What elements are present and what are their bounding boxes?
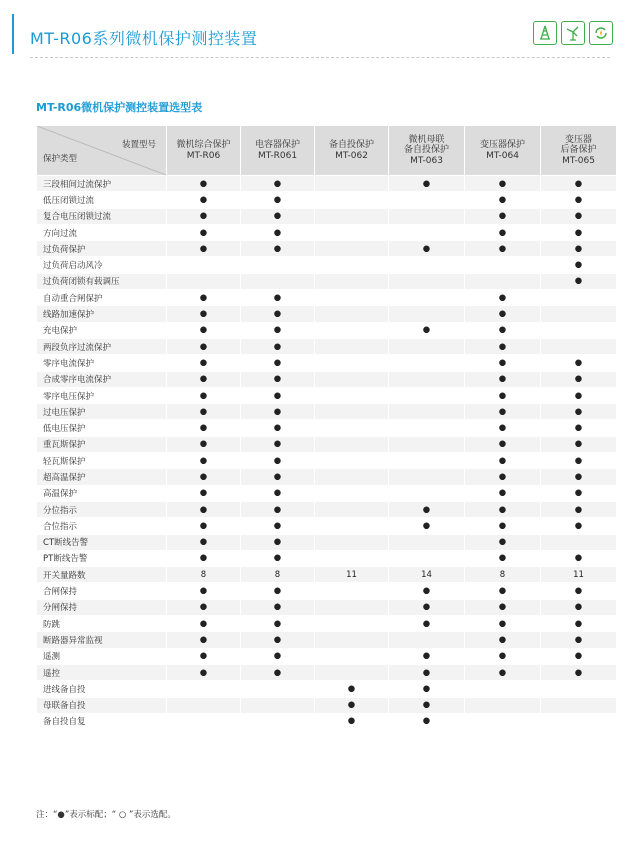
- table-cell: ●: [167, 404, 241, 420]
- protection-type-cell: 断路器异常监视: [37, 632, 167, 648]
- table-cell: ●: [167, 648, 241, 664]
- table-row: [37, 664, 617, 680]
- table-cell: ●: [167, 322, 241, 338]
- table-cell: ●: [389, 648, 465, 664]
- table-cell: [389, 436, 465, 452]
- table-cell: [315, 241, 389, 257]
- table-cell: ●: [241, 664, 315, 680]
- table-row: [37, 241, 617, 257]
- protection-type-cell: 过负荷闭锁有载调压: [37, 273, 167, 289]
- table-cell: ●: [465, 241, 541, 257]
- table-cell: [315, 485, 389, 501]
- table-cell: ●: [541, 371, 617, 387]
- table-cell: ●: [167, 371, 241, 387]
- section-title: MT-R06微机保护测控装置选型表: [36, 101, 203, 114]
- table-cell: ●: [241, 241, 315, 257]
- protection-type-cell: 合闸保持: [37, 583, 167, 599]
- table-cell: ●: [465, 371, 541, 387]
- table-cell: ●: [465, 306, 541, 322]
- table-cell: ●: [465, 648, 541, 664]
- protection-type-cell: 过负荷启动风冷: [37, 257, 167, 273]
- table-cell: [241, 697, 315, 713]
- table-cell: ●: [541, 501, 617, 517]
- table-cell: ●: [465, 469, 541, 485]
- table-cell: [389, 469, 465, 485]
- protection-type-cell: 防跳: [37, 616, 167, 632]
- protection-type-cell: 高温保护: [37, 485, 167, 501]
- table-cell: [541, 697, 617, 713]
- table-cell: 11: [315, 567, 389, 583]
- table-cell: [315, 257, 389, 273]
- table-row: [37, 648, 617, 664]
- protection-type-cell: 分位指示: [37, 501, 167, 517]
- table-cell: ●: [167, 338, 241, 354]
- table-cell: ●: [241, 469, 315, 485]
- table-row: [37, 550, 617, 566]
- table-cell: [389, 371, 465, 387]
- table-cell: [389, 420, 465, 436]
- table-cell: ●: [465, 322, 541, 338]
- table-cell: ●: [167, 387, 241, 403]
- table-row: [37, 534, 617, 550]
- table-cell: ●: [241, 583, 315, 599]
- table-cell: ●: [315, 697, 389, 713]
- table-cell: [389, 306, 465, 322]
- table-cell: ●: [541, 648, 617, 664]
- table-cell: [315, 306, 389, 322]
- table-cell: [315, 664, 389, 680]
- table-row: [37, 306, 617, 322]
- table-cell: [167, 681, 241, 697]
- table-cell: ●: [389, 241, 465, 257]
- table-cell: ●: [241, 208, 315, 224]
- table-row: [37, 681, 617, 697]
- table-cell: ●: [465, 599, 541, 615]
- protection-type-cell: 两段负序过流保护: [37, 338, 167, 354]
- table-cell: ●: [465, 176, 541, 192]
- oil-rig-icon: [533, 21, 557, 45]
- table-cell: ●: [465, 534, 541, 550]
- protection-type-cell: 合位指示: [37, 518, 167, 534]
- selection-table: [36, 125, 617, 730]
- table-cell: ●: [241, 355, 315, 371]
- table-cell: [389, 404, 465, 420]
- table-cell: [315, 616, 389, 632]
- table-cell: ●: [241, 176, 315, 192]
- legend-note: 注：“●”表示标配；“ ○ ”表示选配。: [36, 810, 176, 820]
- table-cell: ●: [167, 485, 241, 501]
- table-cell: ●: [465, 583, 541, 599]
- table-cell: ●: [167, 436, 241, 452]
- table-cell: ●: [465, 290, 541, 306]
- table-row: [37, 485, 617, 501]
- protection-type-cell: 备自投自复: [37, 713, 167, 729]
- table-cell: 8: [241, 567, 315, 583]
- table-cell: [315, 583, 389, 599]
- table-cell: ●: [241, 338, 315, 354]
- table-cell: ●: [465, 453, 541, 469]
- table-cell: ●: [465, 616, 541, 632]
- table-cell: [167, 273, 241, 289]
- protection-type-label: 保护类型: [43, 154, 78, 165]
- protection-type-cell: 三段相间过流保护: [37, 176, 167, 192]
- table-cell: ●: [241, 599, 315, 615]
- table-cell: [241, 273, 315, 289]
- table-cell: ●: [241, 550, 315, 566]
- table-row: [37, 583, 617, 599]
- table-cell: ●: [541, 257, 617, 273]
- table-cell: ●: [167, 420, 241, 436]
- protection-type-cell: 方向过流: [37, 224, 167, 240]
- table-cell: ●: [541, 518, 617, 534]
- table-cell: ●: [541, 273, 617, 289]
- table-cell: [315, 273, 389, 289]
- table-cell: ●: [541, 355, 617, 371]
- table-cell: [541, 681, 617, 697]
- table-cell: [389, 208, 465, 224]
- table-cell: [315, 322, 389, 338]
- table-row: [37, 338, 617, 354]
- protection-type-cell: 母联备自投: [37, 697, 167, 713]
- table-cell: ●: [167, 241, 241, 257]
- table-cell: [315, 632, 389, 648]
- table-cell: ●: [465, 518, 541, 534]
- table-cell: [241, 257, 315, 273]
- protection-type-cell: 自动重合闸保护: [37, 290, 167, 306]
- table-cell: ●: [167, 664, 241, 680]
- table-cell: [389, 192, 465, 208]
- protection-type-cell: 低压闭锁过流: [37, 192, 167, 208]
- protection-type-cell: 低电压保护: [37, 420, 167, 436]
- table-cell: ●: [389, 681, 465, 697]
- table-cell: [541, 306, 617, 322]
- table-cell: [315, 387, 389, 403]
- table-cell: [167, 257, 241, 273]
- table-cell: [389, 355, 465, 371]
- table-cell: ●: [389, 664, 465, 680]
- table-cell: [389, 338, 465, 354]
- table-cell: ●: [167, 290, 241, 306]
- table-cell: ●: [541, 241, 617, 257]
- table-cell: ●: [465, 192, 541, 208]
- protection-type-cell: PT断线告警: [37, 550, 167, 566]
- protection-type-cell: 分闸保持: [37, 599, 167, 615]
- device-model-label: 装置型号: [121, 140, 156, 150]
- table-cell: ●: [465, 208, 541, 224]
- table-row: [37, 436, 617, 452]
- protection-type-cell: 轻瓦斯保护: [37, 453, 167, 469]
- table-cell: ●: [465, 436, 541, 452]
- table-row: [37, 713, 617, 729]
- table-cell: ●: [167, 583, 241, 599]
- table-cell: [315, 338, 389, 354]
- table-cell: [541, 534, 617, 550]
- table-cell: [465, 681, 541, 697]
- table-cell: [241, 713, 315, 729]
- table-cell: [315, 599, 389, 615]
- table-cell: [465, 257, 541, 273]
- table-cell: ●: [167, 453, 241, 469]
- table-cell: ●: [465, 338, 541, 354]
- table-cell: [389, 453, 465, 469]
- table-cell: ●: [465, 387, 541, 403]
- table-cell: ●: [541, 436, 617, 452]
- table-cell: ●: [167, 632, 241, 648]
- table-cell: ●: [541, 387, 617, 403]
- table-cell: [389, 273, 465, 289]
- table-cell: [315, 355, 389, 371]
- table-cell: ●: [241, 534, 315, 550]
- table-cell: ●: [541, 192, 617, 208]
- table-cell: ●: [241, 632, 315, 648]
- recycle-power-icon: [589, 21, 613, 45]
- protection-type-cell: CT断线告警: [37, 534, 167, 550]
- table-row: [37, 371, 617, 387]
- table-row: [37, 290, 617, 306]
- table-row: [37, 176, 617, 192]
- table-cell: ●: [465, 355, 541, 371]
- protection-type-cell: 零序电压保护: [37, 387, 167, 403]
- table-corner-header: [37, 126, 167, 176]
- table-cell: ●: [389, 697, 465, 713]
- table-cell: ●: [167, 306, 241, 322]
- table-cell: [315, 550, 389, 566]
- table-cell: ●: [389, 501, 465, 517]
- table-row: [37, 404, 617, 420]
- table-row: [37, 420, 617, 436]
- table-cell: [389, 387, 465, 403]
- table-cell: ●: [167, 192, 241, 208]
- table-cell: ●: [315, 681, 389, 697]
- table-cell: ●: [465, 632, 541, 648]
- table-cell: ●: [167, 176, 241, 192]
- table-cell: ●: [241, 420, 315, 436]
- protection-type-cell: 进线备自投: [37, 681, 167, 697]
- table-cell: [389, 550, 465, 566]
- table-cell: ●: [541, 485, 617, 501]
- protection-type-cell: 过负荷保护: [37, 241, 167, 257]
- table-cell: ●: [541, 224, 617, 240]
- table-cell: [167, 713, 241, 729]
- table-cell: 11: [541, 567, 617, 583]
- table-cell: ●: [465, 224, 541, 240]
- table-cell: ●: [241, 306, 315, 322]
- table-cell: [541, 322, 617, 338]
- table-row: [37, 355, 617, 371]
- table-cell: ●: [541, 599, 617, 615]
- table-cell: [315, 192, 389, 208]
- table-cell: [315, 404, 389, 420]
- column-header: 变压器 后备保护 MT-065: [541, 126, 617, 176]
- table-cell: [389, 290, 465, 306]
- table-cell: [315, 176, 389, 192]
- table-cell: [315, 501, 389, 517]
- column-header: 电容器保护 MT-R061: [241, 126, 315, 176]
- table-cell: ●: [241, 371, 315, 387]
- table-row: [37, 632, 617, 648]
- table-cell: ●: [241, 453, 315, 469]
- table-cell: [167, 697, 241, 713]
- table-cell: ●: [389, 583, 465, 599]
- protection-type-cell: 超高温保护: [37, 469, 167, 485]
- table-cell: ●: [167, 616, 241, 632]
- header-accent-bar: [12, 14, 14, 54]
- table-row: [37, 322, 617, 338]
- table-cell: [315, 534, 389, 550]
- table-row: [37, 224, 617, 240]
- table-cell: ●: [241, 436, 315, 452]
- wind-turbine-icon: [561, 21, 585, 45]
- protection-type-cell: 复合电压闭锁过流: [37, 208, 167, 224]
- table-cell: 14: [389, 567, 465, 583]
- protection-type-cell: 遥控: [37, 664, 167, 680]
- table-cell: ●: [541, 550, 617, 566]
- table-cell: 8: [465, 567, 541, 583]
- table-cell: ●: [167, 599, 241, 615]
- table-cell: ●: [167, 355, 241, 371]
- table-cell: [389, 485, 465, 501]
- header-icons: [533, 21, 613, 45]
- table-cell: ●: [541, 469, 617, 485]
- table-cell: ●: [389, 599, 465, 615]
- table-row: [37, 469, 617, 485]
- table-cell: [389, 534, 465, 550]
- table-cell: ●: [241, 518, 315, 534]
- table-cell: [315, 518, 389, 534]
- table-cell: ●: [241, 501, 315, 517]
- table-cell: ●: [541, 664, 617, 680]
- column-header: 微机母联 备自投保护 MT-063: [389, 126, 465, 176]
- header-divider: [30, 57, 610, 58]
- table-cell: ●: [167, 224, 241, 240]
- table-cell: ●: [167, 550, 241, 566]
- protection-type-cell: 合成零序电流保护: [37, 371, 167, 387]
- table-row: [37, 567, 617, 583]
- table-cell: [541, 290, 617, 306]
- table-cell: ●: [541, 176, 617, 192]
- table-cell: ●: [167, 501, 241, 517]
- table-row: [37, 599, 617, 615]
- table-row: [37, 257, 617, 273]
- table-cell: ●: [167, 208, 241, 224]
- table-cell: ●: [167, 469, 241, 485]
- protection-type-cell: 开关量路数: [37, 567, 167, 583]
- table-row: [37, 192, 617, 208]
- table-cell: ●: [465, 501, 541, 517]
- table-cell: ●: [465, 550, 541, 566]
- table-row: [37, 616, 617, 632]
- table-cell: ●: [315, 713, 389, 729]
- table-cell: ●: [541, 583, 617, 599]
- table-cell: ●: [465, 404, 541, 420]
- table-cell: [315, 469, 389, 485]
- table-cell: [541, 713, 617, 729]
- table-row: [37, 518, 617, 534]
- table-cell: [315, 648, 389, 664]
- column-header: 备自投保护 MT-062: [315, 126, 389, 176]
- table-cell: ●: [389, 616, 465, 632]
- table-cell: ●: [465, 664, 541, 680]
- column-header: 微机综合保护 MT-R06: [167, 126, 241, 176]
- table-cell: ●: [241, 224, 315, 240]
- table-cell: ●: [541, 404, 617, 420]
- table-row: [37, 697, 617, 713]
- table-cell: ●: [389, 176, 465, 192]
- page-title: MT-R06系列微机保护测控装置: [30, 29, 258, 48]
- table-cell: [541, 338, 617, 354]
- table-cell: [465, 273, 541, 289]
- protection-type-cell: 遥测: [37, 648, 167, 664]
- table-cell: ●: [389, 322, 465, 338]
- table-cell: [315, 436, 389, 452]
- table-cell: ●: [241, 322, 315, 338]
- table-cell: [315, 224, 389, 240]
- table-cell: [315, 453, 389, 469]
- table-cell: [315, 290, 389, 306]
- table-cell: [315, 420, 389, 436]
- table-cell: ●: [241, 290, 315, 306]
- table-cell: [241, 681, 315, 697]
- table-cell: [389, 224, 465, 240]
- table-row: [37, 501, 617, 517]
- table-cell: ●: [465, 485, 541, 501]
- table-cell: [315, 208, 389, 224]
- table-cell: ●: [465, 420, 541, 436]
- table-cell: [465, 713, 541, 729]
- table-cell: ●: [541, 632, 617, 648]
- table-cell: [465, 697, 541, 713]
- table-cell: ●: [241, 648, 315, 664]
- table-cell: ●: [541, 453, 617, 469]
- table-row: [37, 387, 617, 403]
- table-cell: [389, 632, 465, 648]
- table-cell: ●: [241, 616, 315, 632]
- table-row: [37, 208, 617, 224]
- protection-type-cell: 线路加速保护: [37, 306, 167, 322]
- table-cell: ●: [541, 208, 617, 224]
- table-cell: ●: [541, 616, 617, 632]
- table-row: [37, 273, 617, 289]
- column-header: 变压器保护 MT-064: [465, 126, 541, 176]
- table-cell: ●: [389, 518, 465, 534]
- table-cell: ●: [167, 518, 241, 534]
- table-cell: ●: [241, 387, 315, 403]
- table-row: [37, 453, 617, 469]
- table-cell: ●: [241, 404, 315, 420]
- table-cell: 8: [167, 567, 241, 583]
- table-body: [37, 176, 617, 730]
- table-cell: ●: [241, 192, 315, 208]
- protection-type-cell: 零序电流保护: [37, 355, 167, 371]
- protection-type-cell: 充电保护: [37, 322, 167, 338]
- protection-type-cell: 重瓦斯保护: [37, 436, 167, 452]
- table-cell: [315, 371, 389, 387]
- table-cell: ●: [389, 713, 465, 729]
- table-cell: [389, 257, 465, 273]
- table-cell: ●: [167, 534, 241, 550]
- table-cell: ●: [241, 485, 315, 501]
- protection-type-cell: 过电压保护: [37, 404, 167, 420]
- table-cell: ●: [541, 420, 617, 436]
